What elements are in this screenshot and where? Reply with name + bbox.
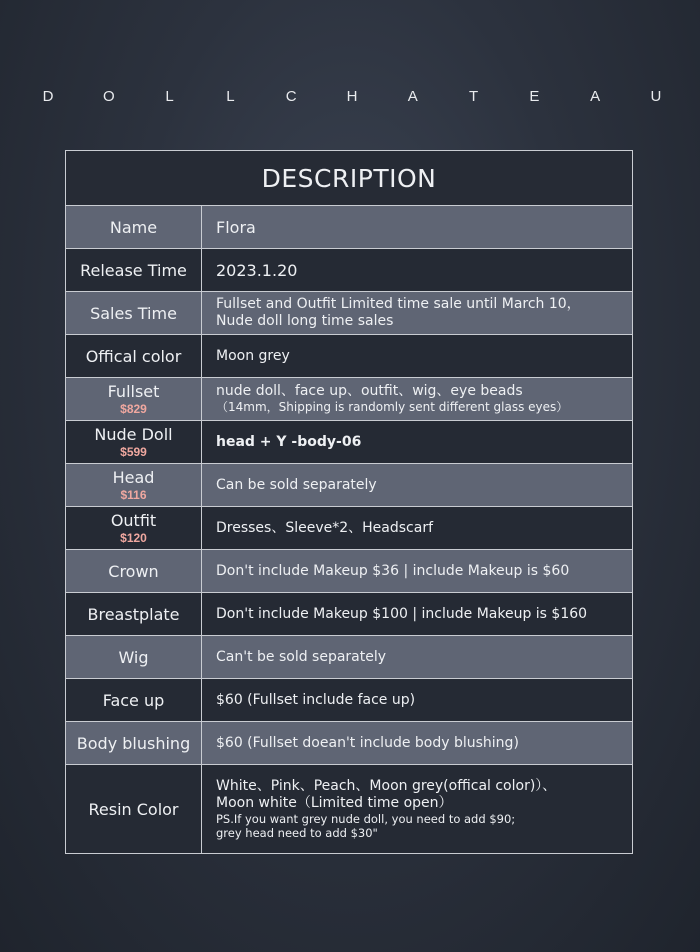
table-row-resin-color — [66, 765, 632, 853]
row-label — [66, 335, 202, 377]
row-value-text: Moon white（Limited time open） — [216, 795, 453, 811]
brand-letter: L — [226, 88, 235, 105]
row-label-text: Head — [112, 468, 155, 487]
brand-letter: C — [285, 88, 297, 105]
brand-header — [40, 88, 664, 105]
row-label — [66, 464, 202, 506]
row-value — [202, 249, 632, 291]
row-value — [202, 593, 632, 635]
brand-letter: A — [407, 88, 418, 105]
row-label-text: Sales Time — [90, 303, 177, 323]
row-value — [202, 421, 632, 463]
row-value-text: 2023.1.20 — [216, 260, 298, 280]
row-value — [202, 378, 632, 420]
table-row-face-up — [66, 679, 632, 722]
row-value-text: Moon grey — [216, 347, 290, 364]
row-label-text: Release Time — [80, 260, 187, 280]
brand-letter: H — [346, 88, 358, 105]
brand-letter: D — [42, 88, 54, 105]
row-label-text: Nude Doll — [94, 425, 173, 444]
brand-letter: L — [165, 88, 174, 105]
row-value — [202, 335, 632, 377]
table-row-offical-color — [66, 335, 632, 378]
row-value — [202, 464, 632, 506]
row-label — [66, 722, 202, 764]
row-value — [202, 507, 632, 549]
table-title: DESCRIPTION — [66, 151, 632, 206]
row-label-text: Crown — [108, 561, 159, 581]
brand-letter: E — [529, 88, 540, 105]
row-label-text: Name — [109, 217, 158, 237]
row-value-text: PS.If you want grey nude doll, you need to add $90; — [216, 812, 516, 826]
row-label — [66, 206, 202, 248]
table-row-fullset — [66, 378, 632, 421]
row-label — [66, 249, 202, 291]
row-value-text: Fullset and Outfit Limited time sale until March 10， — [216, 296, 581, 312]
row-value-text: Nude doll long time sales — [216, 313, 394, 329]
row-label — [66, 292, 202, 334]
row-value-text: Can't be sold separately — [216, 648, 387, 665]
row-value — [202, 636, 632, 678]
row-value-text: nude doll、face up、outfit、wig、eye beads — [216, 383, 523, 399]
row-value-text: Don't include Makeup $100 | include Makeup is $160 — [216, 605, 588, 622]
row-label-text: Fullset — [107, 382, 160, 401]
row-value-text: Don't include Makeup $36 | include Makeup is $60 — [216, 562, 570, 579]
price-tag: $599 — [120, 445, 147, 459]
row-value-text: （14mm，Shipping is randomly sent different glass eyes） — [216, 400, 569, 414]
table-row-nude-doll — [66, 421, 632, 464]
row-label — [66, 507, 202, 549]
brand-letter: A — [590, 88, 601, 105]
price-tag: $120 — [120, 531, 147, 545]
price-tag: $829 — [120, 402, 147, 416]
row-value — [202, 765, 632, 853]
row-label — [66, 765, 202, 853]
row-label-text: Face up — [102, 690, 165, 710]
row-value-text: head + Y -body-06 — [216, 433, 362, 450]
row-value — [202, 550, 632, 592]
row-value-text: Dresses、Sleeve*2、Headscarf — [216, 519, 434, 536]
table-row-breastplate — [66, 593, 632, 636]
table-row-wig — [66, 636, 632, 679]
row-label — [66, 636, 202, 678]
table-row-head — [66, 464, 632, 507]
row-value-text: Flora — [216, 217, 256, 237]
row-value — [202, 206, 632, 248]
row-label-text: Body blushing — [76, 733, 191, 753]
table-row-outfit — [66, 507, 632, 550]
table-row-sales-time — [66, 292, 632, 335]
description-table — [65, 150, 633, 854]
brand-letter: T — [468, 88, 479, 105]
table-row-name — [66, 206, 632, 249]
row-value-text: $60 (Fullset doean't include body blushing) — [216, 734, 519, 751]
row-value-text: White、Pink、Peach、Moon grey(offical color)）、 — [216, 778, 557, 794]
row-label-text: Wig — [118, 647, 149, 667]
row-value-text: grey head need to add $30" — [216, 826, 378, 840]
table-row-body-blushing — [66, 722, 632, 765]
row-label — [66, 378, 202, 420]
row-label — [66, 679, 202, 721]
row-value — [202, 722, 632, 764]
row-value — [202, 679, 632, 721]
brand-letter: O — [102, 88, 115, 105]
row-label-text: Outfit — [110, 511, 157, 530]
row-label-text: Offical color — [85, 346, 182, 366]
row-value-text: Can be sold separately — [216, 476, 377, 493]
row-value — [202, 292, 632, 334]
brand-letter: U — [650, 88, 662, 105]
row-label-text: Resin Color — [88, 799, 179, 819]
row-label — [66, 550, 202, 592]
row-label — [66, 593, 202, 635]
row-label-text: Breastplate — [87, 604, 180, 624]
price-tag: $116 — [120, 488, 147, 502]
table-row-release-time — [66, 249, 632, 292]
row-value-text: $60 (Fullset include face up) — [216, 691, 416, 708]
table-row-crown — [66, 550, 632, 593]
row-label — [66, 421, 202, 463]
